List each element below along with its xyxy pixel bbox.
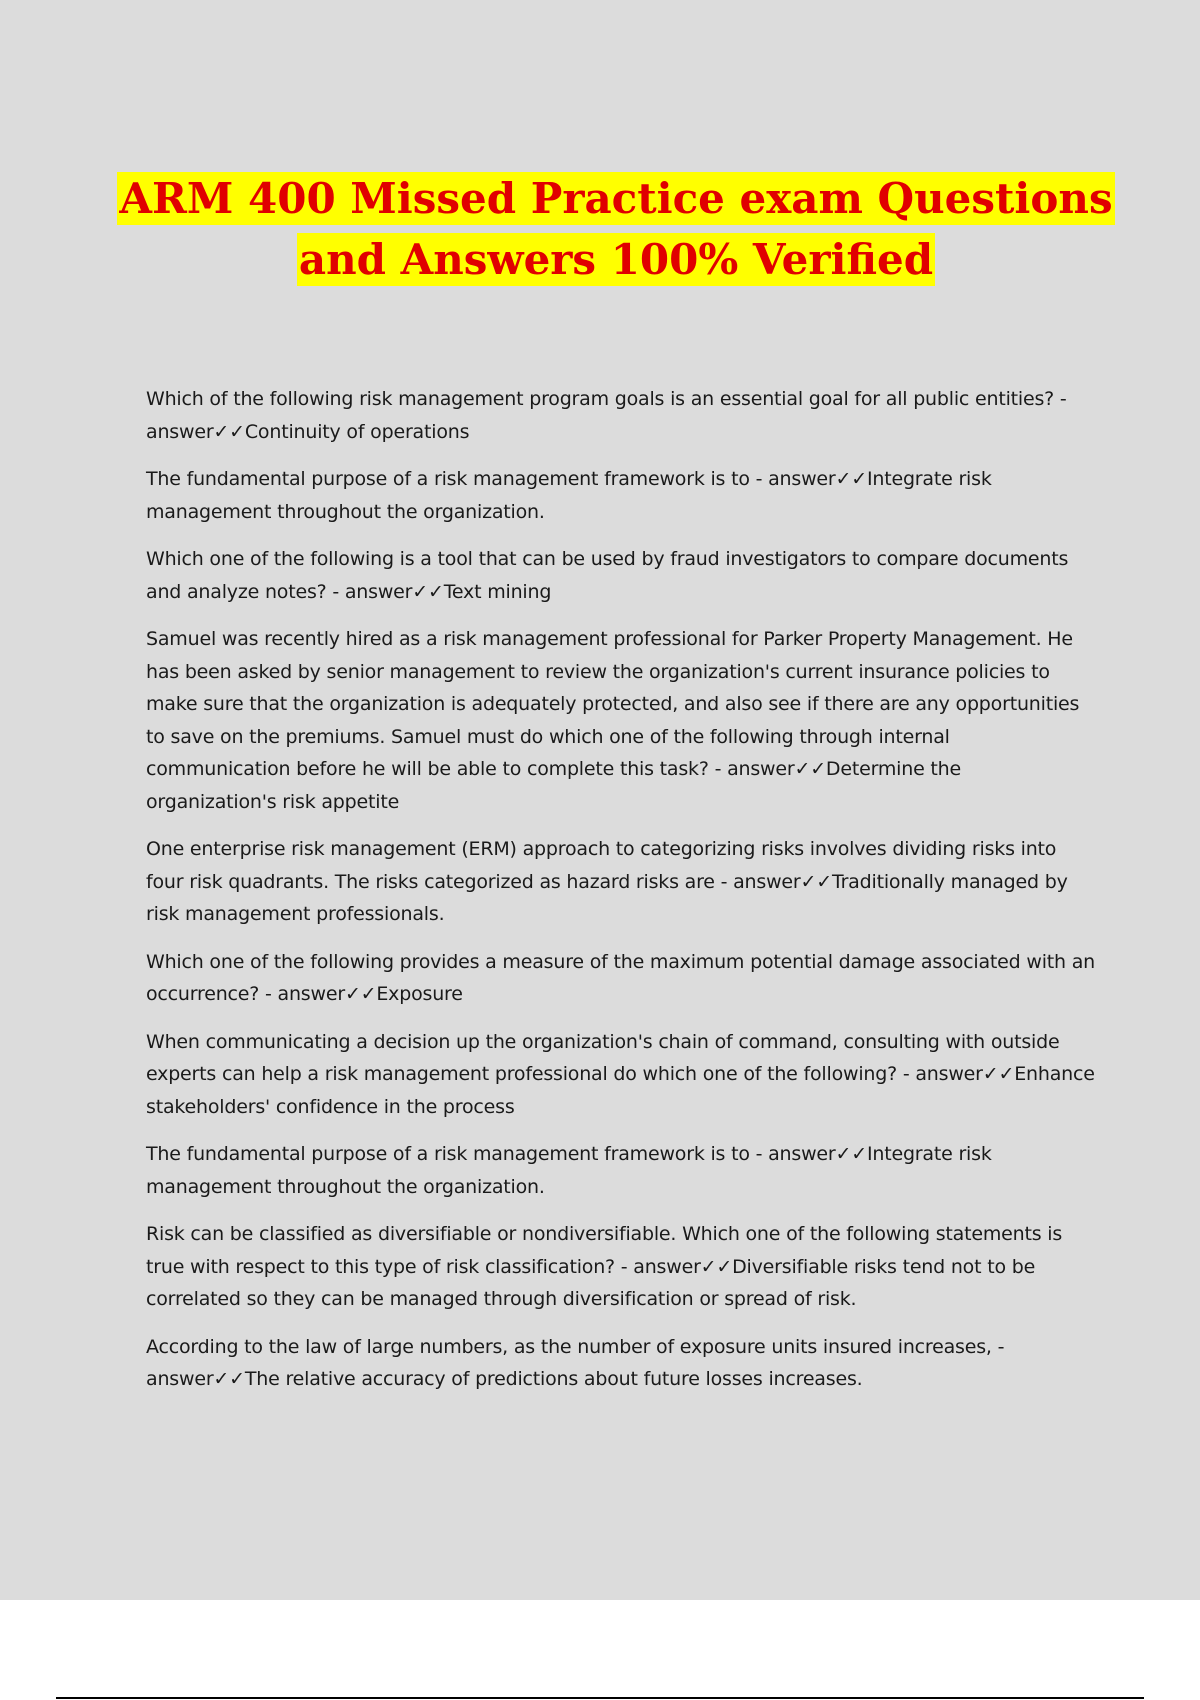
qa-item-2: The fundamental purpose of a risk management framework is to - answer✓✓Integrate risk management throughout the organization. (146, 468, 992, 523)
qa-item-8: The fundamental purpose of a risk management framework is to - answer✓✓Integrate risk management throughout the organization. (146, 1143, 992, 1198)
qa-item-5: One enterprise risk management (ERM) approach to categorizing risks involves dividing risks into four risk quadrants. The risks categorized as hazard risks are - answer✓✓Traditionally managed by risk management professionals. (146, 838, 1068, 925)
title-line-1: ARM 400 Missed Practice exam Questions (119, 174, 1113, 223)
document-title (0, 168, 1200, 290)
qa-item-9: Risk can be classified as diversifiable or nondiversifiable. Which one of the following statements is true with respect to this type of risk classification? - answer✓✓Diversifiable risks tend not to be correlated so they can be managed through diversification or spread of risk. (146, 1223, 1063, 1310)
title-line-2: and Answers 100% Verified (298, 235, 934, 284)
qa-item-3: Which one of the following is a tool that can be used by fraud investigators to compare documents and analyze notes? - answer✓✓Text mining (146, 548, 1069, 603)
qa-item-1: Which of the following risk management program goals is an essential goal for all public entities? - answer✓✓Continuity of operations (146, 388, 1067, 443)
qa-item-7: When communicating a decision up the organization's chain of command, consulting with outside experts can help a risk management professional do which one of the following? - answer✓✓Enhance stakeholders' confidence in the process (146, 1030, 1095, 1118)
qa-item-4: Samuel was recently hired as a risk management professional for Parker Property Management. He has been asked by senior management to review the organization's current insurance policies to make sure that the organization is adequately protected, and also see if there are any opportunities to save on the premiums. Samuel must do which one of the following through internal communication before he will be able to complete this task? - answer✓✓Determine the organization's risk appetite (146, 628, 1080, 813)
page-divider (56, 1697, 1144, 1699)
qa-item-6: Which one of the following provides a measure of the maximum potential damage associated with an occurrence? - answer✓✓Exposure (146, 950, 1095, 1005)
qa-item-10: According to the law of large numbers, as the number of exposure units insured increases, - answer✓✓The relative accuracy of predictions about future losses increases. (146, 1335, 1005, 1390)
qa-list (146, 383, 1096, 1411)
